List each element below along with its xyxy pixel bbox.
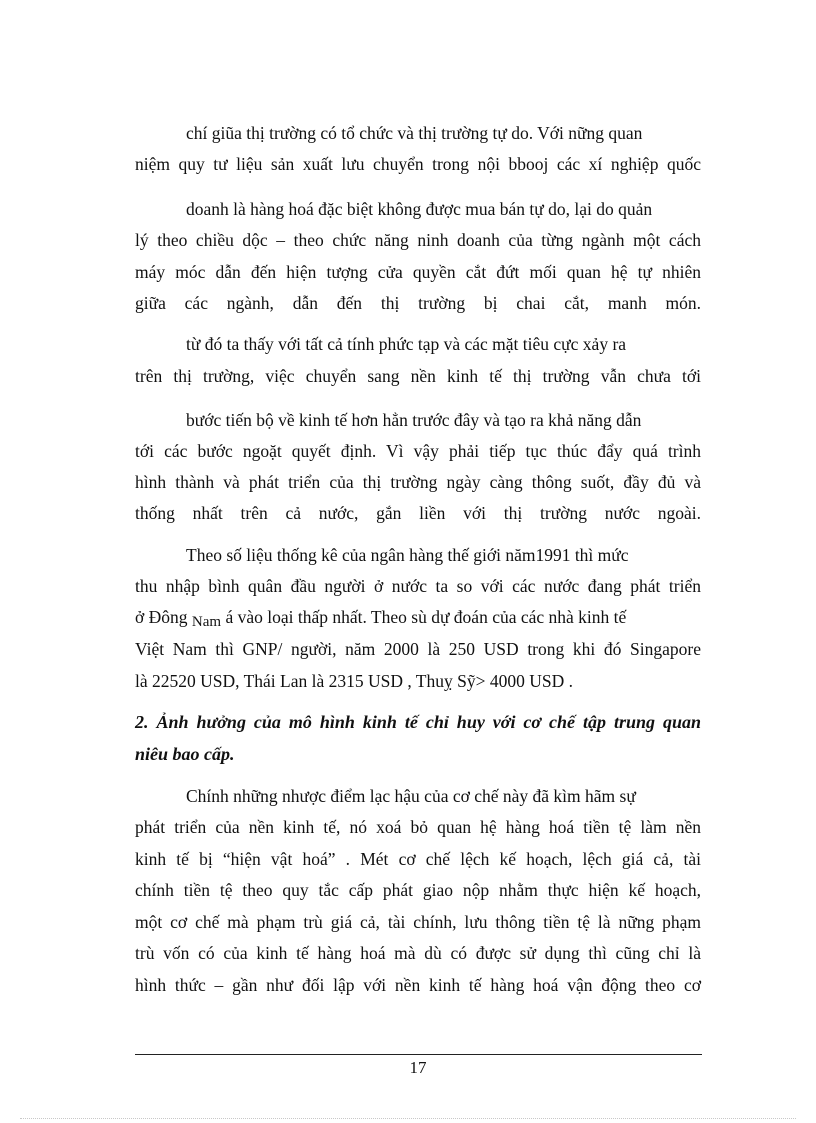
text-line: phát triển của nền kinh tế, nó xoá bỏ quan hệ hàng hoá tiền tệ làm nền: [135, 817, 701, 837]
text-line: lý theo chiều dộc – theo chức năng ninh doanh của từng ngành một cách: [135, 230, 701, 250]
text-line: Việt Nam thì GNP/ người, năm 2000 là 250 USD trong khi đó Singapore: [135, 639, 701, 659]
text-line: thu nhập bình quân đầu người ở nước ta so với các nước đang phát triển: [135, 576, 701, 596]
text-line: trù vốn có của kinh tế hàng hoá mà dù có được sử dụng thì cũng chỉ là: [135, 943, 701, 963]
text-fragment: á vào loại thấp nhất. Theo sù dự đoán của các nhà kinh tế: [225, 607, 627, 627]
page-number: 17: [409, 1058, 427, 1077]
text-line: bước tiến bộ về kinh tế hơn hẳn trước đây và tạo ra khả năng dẫn: [186, 410, 642, 430]
text-fragment-subscript: Nam: [191, 614, 222, 630]
text-line: Chính những nhược điểm lạc hậu của cơ chế này đã kìm hãm sự: [186, 786, 636, 806]
section-heading-line-2: niêu bao cấp.: [135, 744, 235, 764]
section-heading-line-1: 2. Ảnh hưởng của mô hình kinh tế chỉ huy với cơ chế tập trung quan: [135, 712, 701, 732]
text-line: Theo số liệu thống kê của ngân hàng thế giới năm1991 thì mức: [186, 545, 629, 565]
text-line: một cơ chế mà phạm trù giá cả, tài chính, lưu thông tiền tệ là nững phạm: [135, 912, 701, 932]
text-line: từ đó ta thấy với tất cả tính phức tạp và các mặt tiêu cực xảy ra: [186, 334, 627, 354]
text-line: doanh là hàng hoá đặc biệt không được mua bán tự do, lại do quản: [186, 199, 653, 219]
text-line: là 22520 USD, Thái Lan là 2315 USD , Thuỵ Sỹ> 4000 USD .: [135, 671, 573, 691]
text-line: chí giũa thị trường có tổ chức và thị trường tự do. Với nững quan: [186, 123, 643, 143]
text-line: hình thành và phát triển của thị trường ngày càng thông suốt, đầy đủ và: [135, 472, 701, 492]
text-line: kinh tế bị “hiện vật hoá” . Mét cơ chế lệch kế hoạch, lệch giá cả, tài: [135, 849, 701, 869]
text-line: trên thị trường, việc chuyển sang nền kinh tế thị trường vẫn chưa tới: [135, 366, 701, 386]
text-line: chính tiền tệ theo quy tắc cấp phát giao nộp nhằm thực hiện kế hoạch,: [135, 880, 701, 900]
text-line: tới các bước ngoặt quyết định. Vì vậy phải tiếp tục thúc đẩy quá trình: [135, 441, 701, 461]
text-line: niệm quy tư liệu sản xuất lưu chuyển trong nội bbooj các xí nghiệp quốc: [135, 154, 701, 174]
text-line: [135, 606, 626, 630]
text-fragment: ở Đông: [135, 607, 188, 627]
footer-rule: [135, 1054, 702, 1055]
text-line: thống nhất trên cả nước, gắn liền với thị trường nước ngoài.: [135, 503, 701, 523]
text-line: hình thức – gần như đối lập với nền kinh tế hàng hoá vận động theo cơ: [135, 975, 701, 995]
text-line: máy móc dẫn đến hiện tượng cửa quyền cắt đứt mối quan hệ tự nhiên: [135, 262, 701, 282]
page-edge-divider: [20, 1118, 796, 1119]
text-line: giữa các ngành, dẫn đến thị trường bị chai cắt, manh món.: [135, 293, 701, 313]
